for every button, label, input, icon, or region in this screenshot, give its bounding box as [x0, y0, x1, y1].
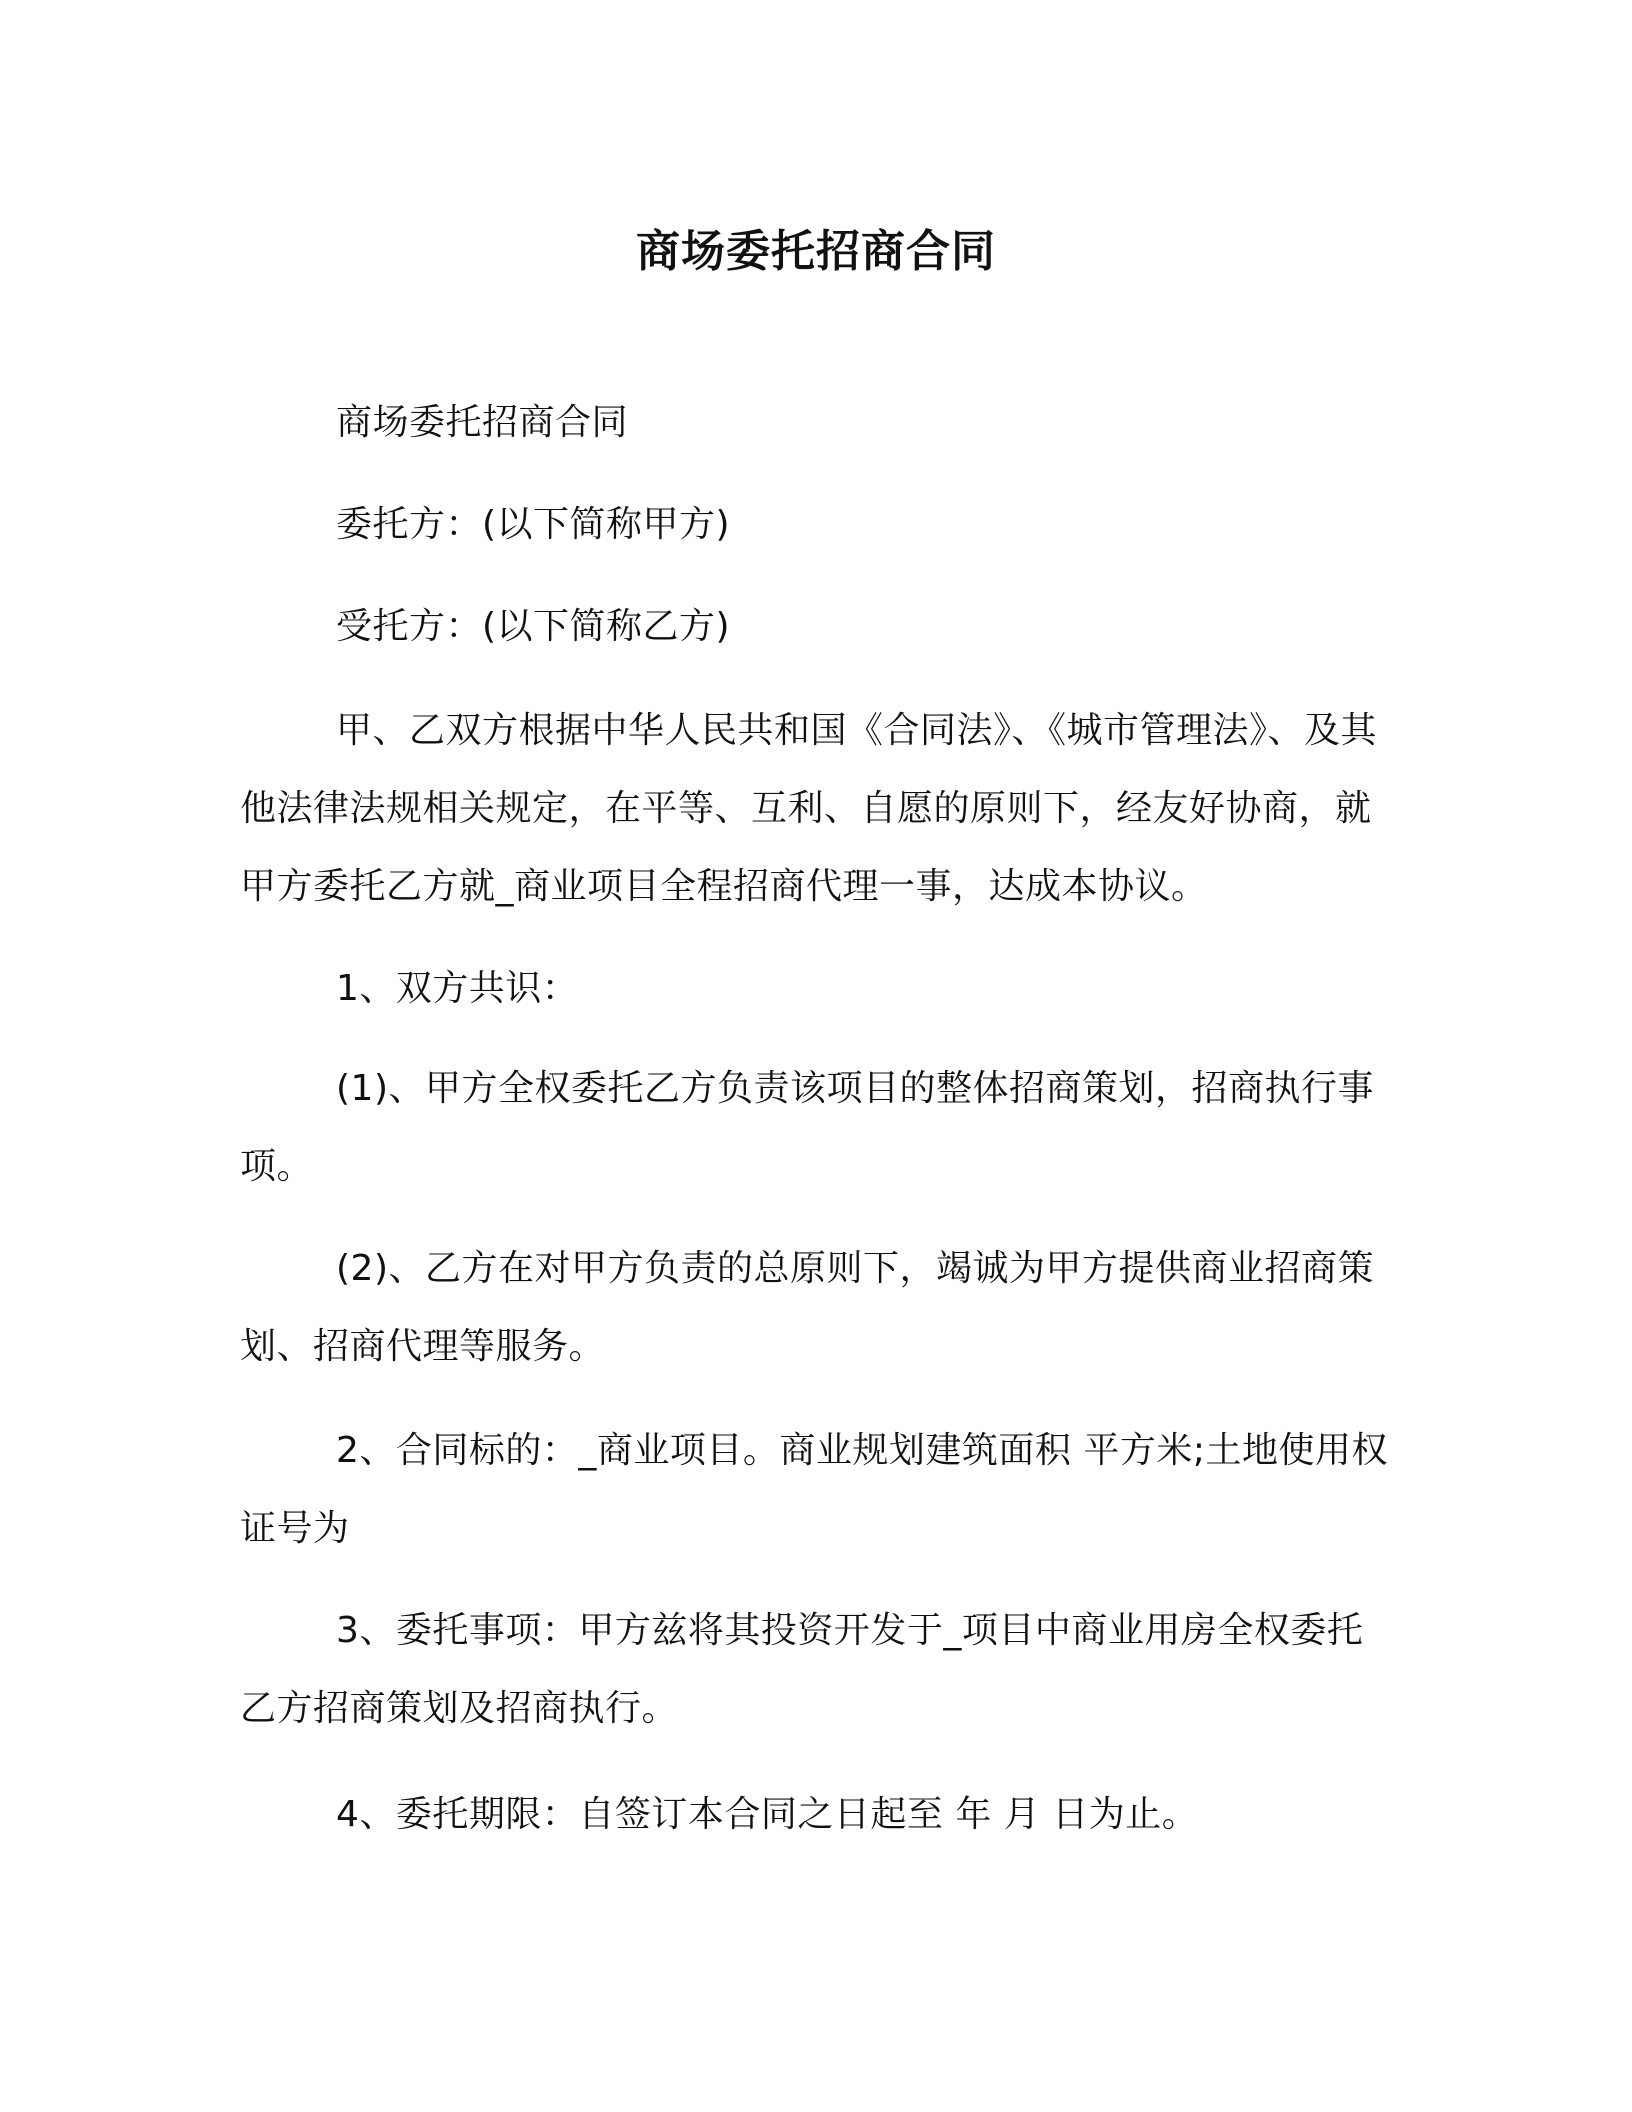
paragraph-clause-3: 3、委托事项：甲方兹将其投资开发于_项目中商业用房全权委托乙方招商策划及招商执行。 — [240, 1610, 1364, 1729]
paragraph-clause-1-1: (1)、甲方全权委托乙方负责该项目的整体招商策划，招商执行事项。 — [240, 1068, 1374, 1187]
document-title: 商场委托招商合同 — [636, 226, 996, 277]
paragraph-clause-1: 1、双方共识： — [336, 968, 579, 1009]
paragraph-clause-2: 2、合同标的：_商业项目。商业规划建筑面积 平方米;土地使用权证号为 — [240, 1430, 1388, 1549]
paragraph-clause-4: 4、委托期限：自签订本合同之日起至 年 月 日为止。 — [336, 1794, 1199, 1835]
paragraph-party-b: 受托方：(以下简称乙方) — [336, 606, 731, 647]
paragraph-heading: 商场委托招商合同 — [336, 402, 629, 443]
paragraph-party-a: 委托方：(以下简称甲方) — [336, 504, 731, 545]
paragraph-preamble: 甲、乙双方根据中华人民共和国《合同法》、《城市管理法》、及其他法律法规相关规定，在平等、互利、自愿的原则下，经友好协商，就甲方委托乙方就_商业项目全程招商代理一事，达成本协议。 — [240, 710, 1378, 907]
paragraph-clause-1-2: (2)、乙方在对甲方负责的总原则下，竭诚为甲方提供商业招商策划、招商代理等服务。 — [240, 1248, 1374, 1367]
